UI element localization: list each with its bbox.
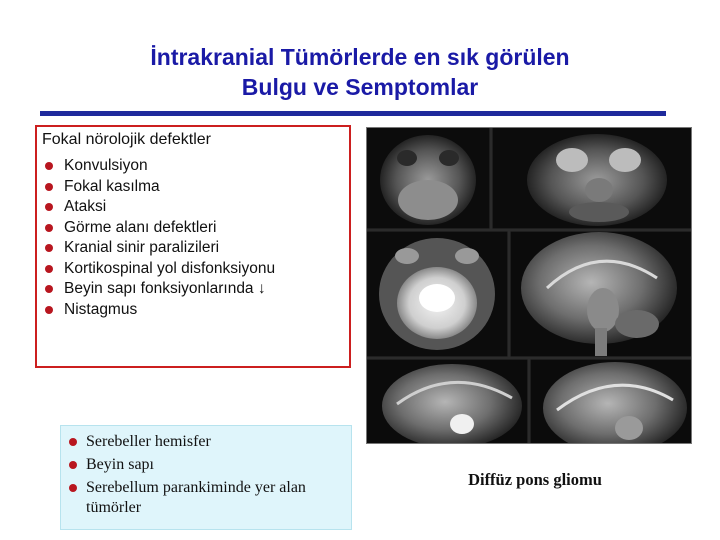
focal-deficits-list [45,156,275,320]
bullet-icon [45,285,53,293]
tumor-location-box [60,425,352,530]
title-line-2: Bulgu ve Semptomlar [241,74,479,100]
mri-sagittal-1 [511,232,692,356]
mri-collage-graphic [367,128,692,444]
tumor-location-list [69,432,347,521]
mri-image-collage [366,127,692,444]
bullet-icon [45,224,53,232]
list-item: Beyin sapı fonksiyonlarında ↓ [45,279,275,300]
list-item: Fokal kasılma [45,177,275,198]
list-item: Konvulsiyon [45,156,275,177]
image-caption: Diffüz pons gliomu [468,470,602,489]
bullet-icon [69,484,77,492]
bullet-icon [69,461,77,469]
bullet-icon [45,203,53,211]
list-item: Serebellum parankiminde yer alan tümörler [69,478,347,518]
slide-title [60,42,660,102]
list-item: Görme alanı defektleri [45,218,275,239]
mri-axial-1 [367,128,489,228]
mri-sagittal-3 [531,360,692,444]
list-item: Kranial sinir paralizileri [45,238,275,259]
list-item: Beyin sapı [69,455,347,475]
list-item: Nistagmus [45,300,275,321]
list-item: Kortikospinal yol disfonksiyonu [45,259,275,280]
bullet-icon [69,438,77,446]
bullet-icon [45,244,53,252]
bullet-icon [45,162,53,170]
mri-axial-t2 [367,232,507,356]
mri-sagittal-2 [367,360,527,444]
title-divider [40,111,666,116]
list-item: Serebeller hemisfer [69,432,347,452]
focal-deficits-box [35,125,351,368]
bullet-icon [45,183,53,191]
bullet-icon [45,306,53,314]
title-line-1: İntrakranial Tümörlerde en sık görülen [150,44,570,70]
focal-deficits-heading: Fokal nörolojik defektler [42,131,211,148]
list-item: Ataksi [45,197,275,218]
bullet-icon [45,265,53,273]
mri-axial-2 [493,128,692,228]
